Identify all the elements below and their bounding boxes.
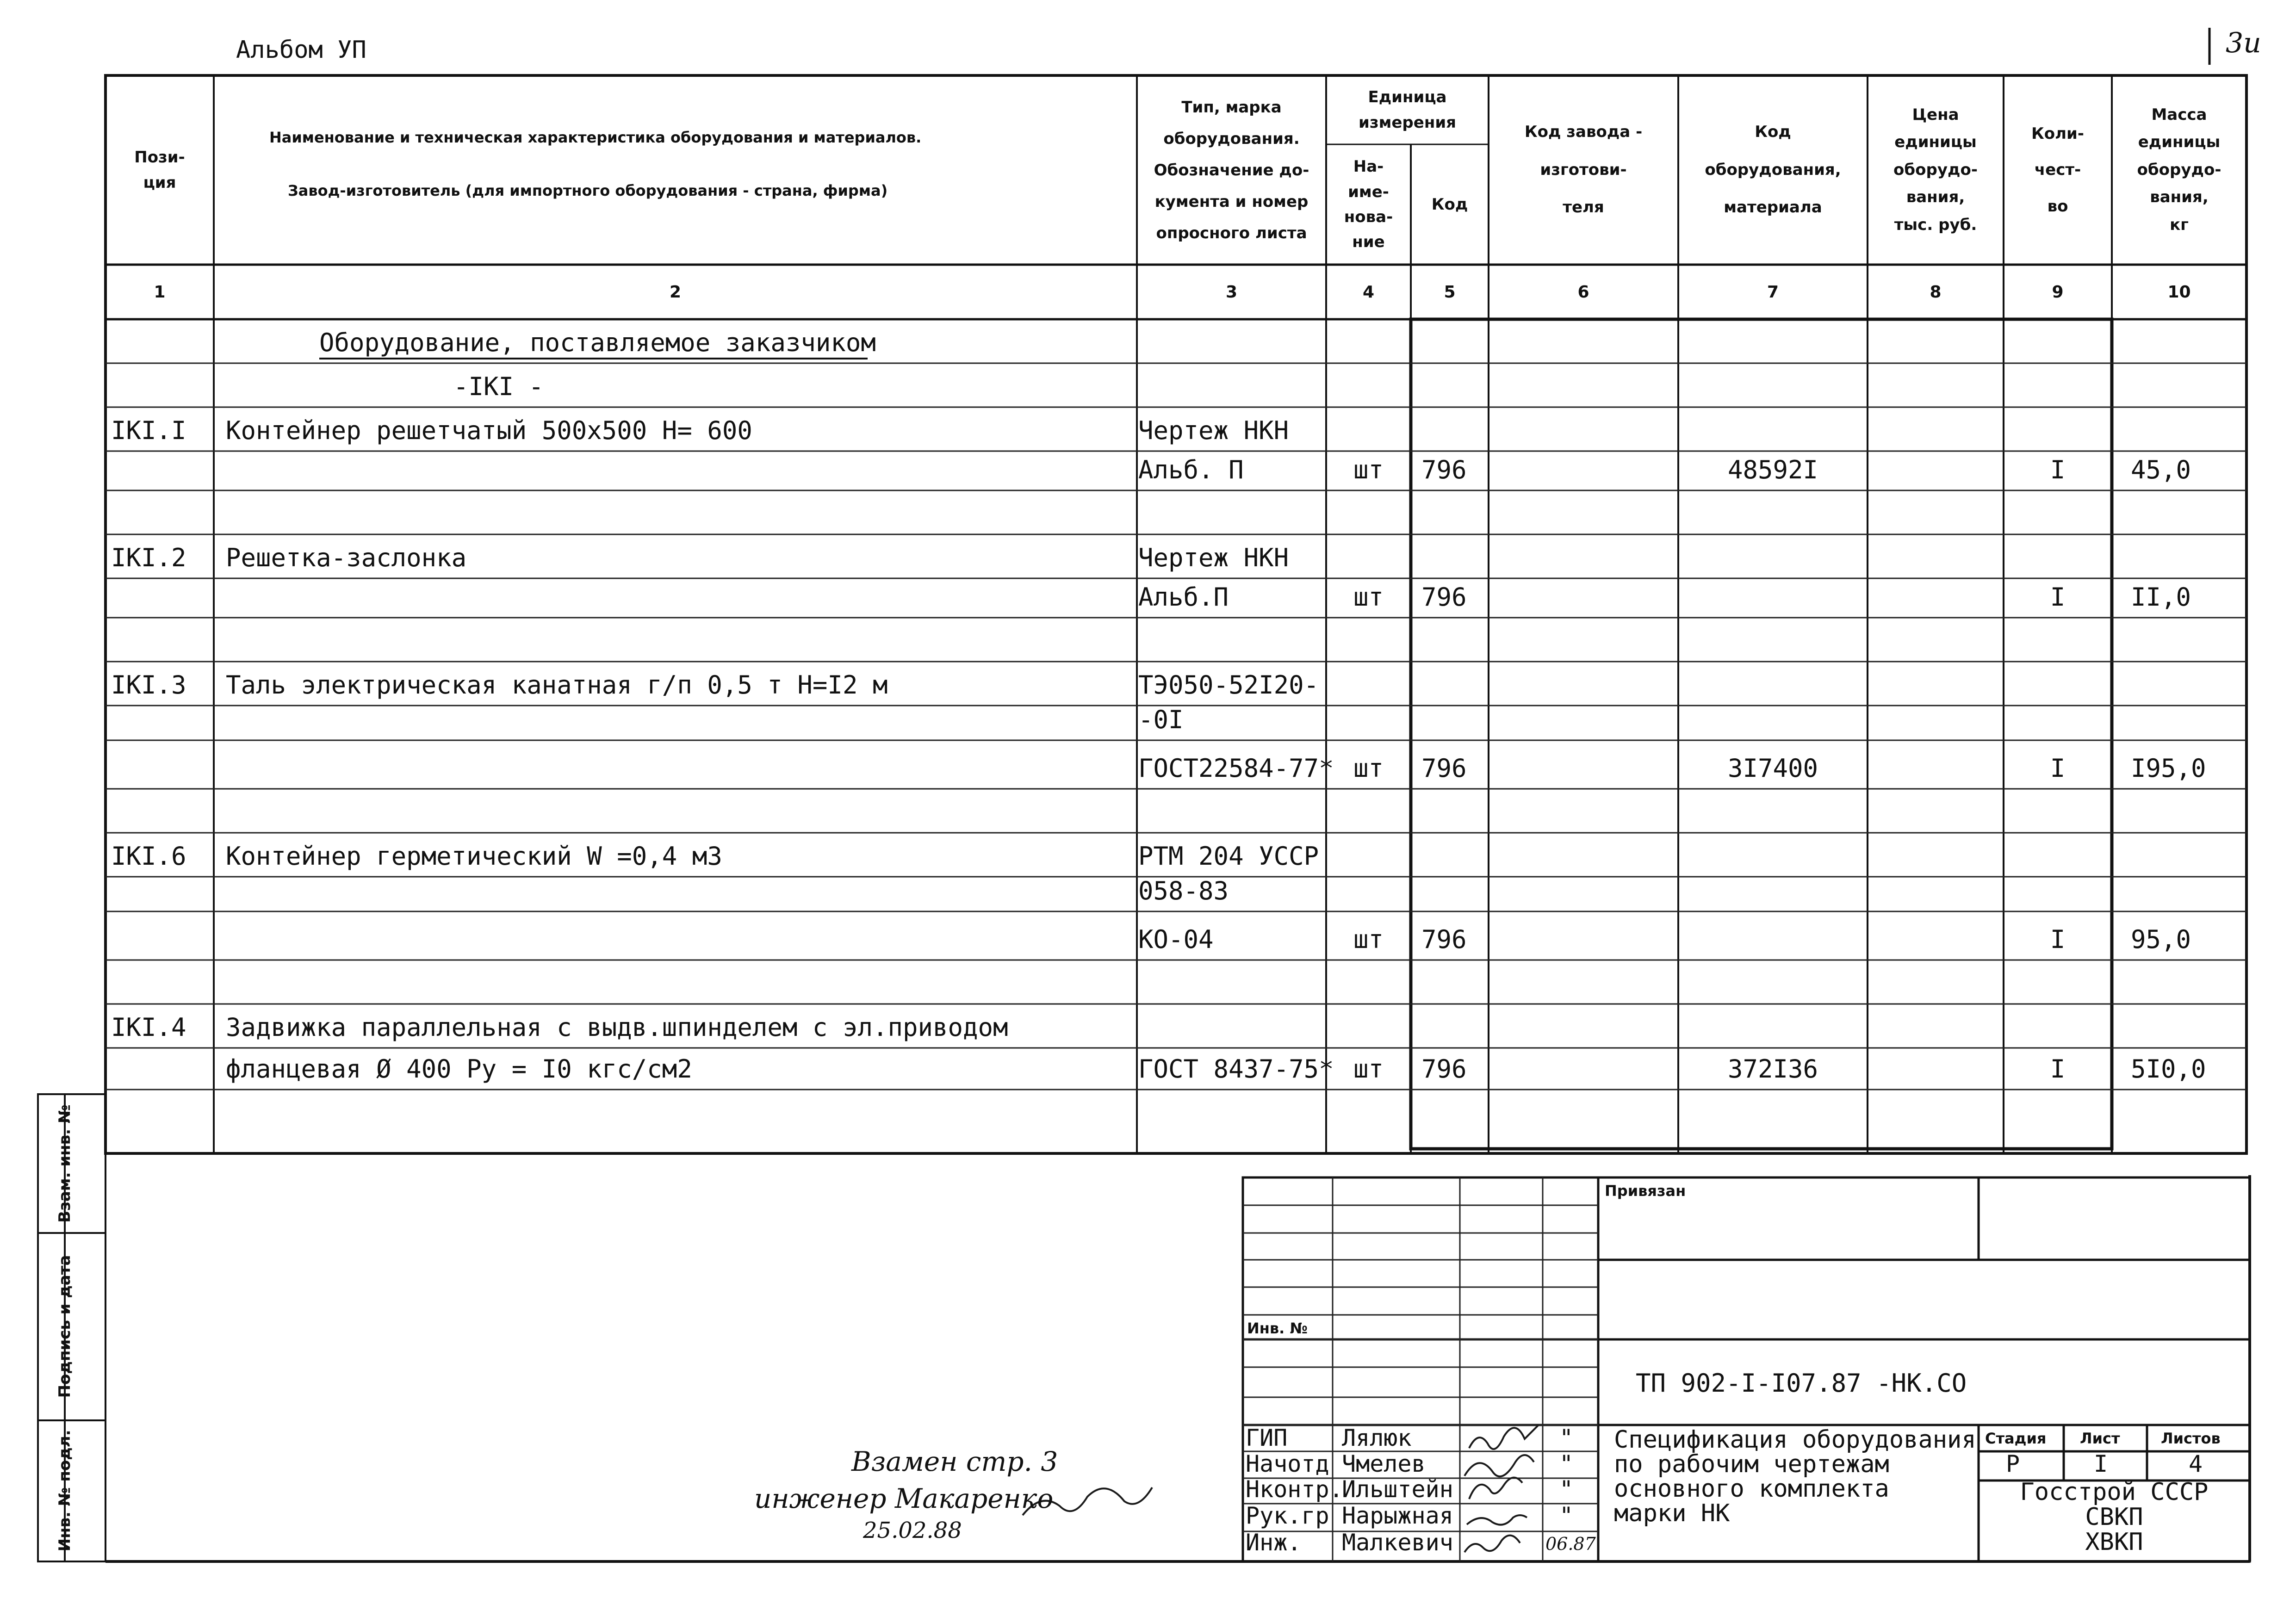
org-line: ХВКП: [2085, 1528, 2143, 1556]
stage-value: Р: [2006, 1450, 2020, 1477]
cell-unit: шт: [1353, 455, 1384, 484]
col-number: 2: [669, 282, 682, 302]
cell-doc: Альб.П: [1138, 582, 1229, 612]
title-line: по рабочим чертежам: [1614, 1450, 1889, 1478]
cell-code: 796: [1421, 455, 1467, 484]
cell-name: Контейнер решетчатый 500x500 H= 600: [226, 416, 752, 445]
cell-qty: I: [2050, 925, 2066, 954]
cell-name: -IKI -: [453, 372, 544, 401]
cell-name: Таль электрическая канатная г/п 0,5 т H=I2 м: [226, 670, 888, 700]
cell-pos: IKI.I: [111, 416, 186, 445]
cell-doc: Чертеж НКН: [1138, 543, 1289, 572]
header-price: Цена единицы оборудо- вания, тыс. руб.: [1893, 105, 1978, 234]
cell-code: 796: [1421, 582, 1467, 612]
signer-name: Нарыжная: [1342, 1502, 1453, 1529]
cell-mass: II,0: [2131, 582, 2191, 612]
signer-name: Малкевич: [1342, 1529, 1453, 1556]
signer-name: Ильштейн: [1342, 1476, 1453, 1503]
cell-doc: Чертеж НКН: [1138, 416, 1289, 445]
header-quantity: Коли- чест- во: [2031, 124, 2084, 216]
signer-date: ": [1559, 1450, 1574, 1477]
cell-pos: IKI.2: [111, 543, 186, 572]
note-engineer: инженер Макаренко: [754, 1483, 1054, 1514]
org-line: Госстрой СССР: [2020, 1478, 2209, 1506]
col-number: 10: [2167, 282, 2191, 302]
cell-mass: 45,0: [2131, 455, 2191, 484]
cell-doc: ГОСТ 8437-75*: [1138, 1054, 1334, 1084]
cell-qty: I: [2050, 1054, 2066, 1084]
header-mass: Масса единицы оборудо- вания, кг: [2137, 105, 2222, 234]
sheets-value: 4: [2189, 1450, 2203, 1477]
cell-name: Задвижка параллельная с выдв.шпинделем с эл.приводом: [226, 1013, 1008, 1042]
col-number: 3: [1225, 282, 1238, 302]
title-line: марки НК: [1614, 1499, 1730, 1527]
signer-date: ": [1559, 1502, 1574, 1529]
privyazan-label: Привязан: [1605, 1182, 1686, 1200]
cell-qty: I: [2050, 754, 2066, 783]
signer-role: Начотд: [1246, 1450, 1329, 1477]
header-type: Тип, марка оборудования. Обозначение до- кумента и номер опросного листа: [1154, 98, 1309, 242]
col-number: 5: [1444, 282, 1456, 302]
side-label-inv: Инв. № подл.: [56, 1430, 74, 1552]
cell-code: 796: [1421, 1054, 1467, 1084]
header-equipment-code: Код оборудования, материала: [1705, 123, 1841, 217]
header-name-line1: Наименование и техническая характеристика оборудования и материалов.: [269, 129, 922, 146]
cell-name: Решетка-заслонка: [226, 543, 467, 572]
cell-doc: ГОСТ22584-77*: [1138, 754, 1334, 783]
cell-doc: -0I: [1138, 705, 1184, 734]
side-label-vzam: Взам. инв. №: [56, 1104, 74, 1223]
signer-name: Чмелев: [1342, 1450, 1426, 1477]
signer-date: ": [1559, 1476, 1574, 1503]
header-factory-code: Код завода - изготови- теля: [1524, 123, 1643, 217]
sheet-value: I: [2094, 1450, 2108, 1477]
album-label: Альбом УП: [236, 36, 366, 64]
signer-role: Рук.гр: [1246, 1502, 1329, 1529]
cell-mass: I95,0: [2131, 754, 2206, 783]
signer-name: Лялюк: [1342, 1425, 1412, 1451]
header-unit-group: Единица измерения: [1359, 88, 1456, 132]
header-name-cell: [214, 75, 1137, 265]
org-line: СВКП: [2085, 1503, 2143, 1531]
cell-name: Контейнер герметический W =0,4 м3: [226, 842, 722, 871]
title-line: основного комплекта: [1614, 1475, 1889, 1503]
col-number: 4: [1362, 282, 1375, 302]
page-number: 3и: [2226, 27, 2261, 59]
cell-pos: IKI.6: [111, 842, 186, 871]
col-number: 6: [1577, 282, 1589, 302]
cell-equip-code: 48592I: [1727, 455, 1818, 484]
cell-mass: 5I0,0: [2131, 1054, 2206, 1084]
title-line: Спецификация оборудования: [1614, 1426, 1976, 1454]
signer-date: ": [1559, 1425, 1574, 1451]
col-number: 9: [2052, 282, 2064, 302]
cell-code: 796: [1421, 925, 1467, 954]
cell-unit: шт: [1353, 754, 1384, 783]
document-code: ТП 902-I-I07.87 -НК.СО: [1636, 1369, 1967, 1398]
cell-doc: 058-83: [1138, 876, 1229, 905]
stage-label: Стадия: [1985, 1430, 2047, 1447]
cell-doc: КО-04: [1138, 925, 1214, 954]
cell-name: фланцевая Ø 400 Ру = I0 кгс/см2: [226, 1054, 692, 1084]
signer-role: Инж.: [1246, 1529, 1302, 1556]
cell-doc: Альб. П: [1138, 455, 1244, 484]
cell-pos: IKI.3: [111, 670, 186, 700]
cell-mass: 95,0: [2131, 925, 2191, 954]
sheets-label: Листов: [2161, 1430, 2221, 1447]
cell-unit: шт: [1353, 925, 1384, 954]
cell-unit: шт: [1353, 1054, 1384, 1084]
cell-doc: РТМ 204 УССР: [1138, 842, 1319, 871]
col-number: 1: [154, 282, 166, 302]
cell-equip-code: 372I36: [1727, 1054, 1818, 1084]
signer-role: Нконтр.: [1246, 1476, 1343, 1503]
note-date: 25.02.88: [863, 1518, 962, 1543]
cell-name: Оборудование, поставляемое заказчиком: [319, 328, 876, 357]
cell-doc: ТЭ050-52I20-: [1138, 670, 1319, 700]
inv-no-label: Инв. №: [1247, 1319, 1308, 1337]
header-name-line2: Завод-изготовитель (для импортного оборудования - страна, фирма): [288, 182, 888, 199]
signer-date: 06.87: [1545, 1534, 1596, 1554]
header-unit-code: Код: [1431, 195, 1468, 214]
col-number: 7: [1767, 282, 1779, 302]
cell-code: 796: [1421, 754, 1467, 783]
header-position: Пози- ция: [134, 148, 185, 192]
cell-qty: I: [2050, 455, 2066, 484]
cell-qty: I: [2050, 582, 2066, 612]
cell-pos: IKI.4: [111, 1013, 186, 1042]
header-unit-name: На- име- нова- ние: [1344, 157, 1393, 252]
note-replacement: Взамен стр. 3: [851, 1446, 1058, 1477]
cell-unit: шт: [1353, 582, 1384, 612]
sheet-label: Лист: [2080, 1430, 2120, 1447]
col-number: 8: [1930, 282, 1942, 302]
side-label-podpis: Подпись и дата: [56, 1255, 74, 1398]
cell-equip-code: 3I7400: [1727, 754, 1818, 783]
signer-role: ГИП: [1246, 1425, 1288, 1451]
